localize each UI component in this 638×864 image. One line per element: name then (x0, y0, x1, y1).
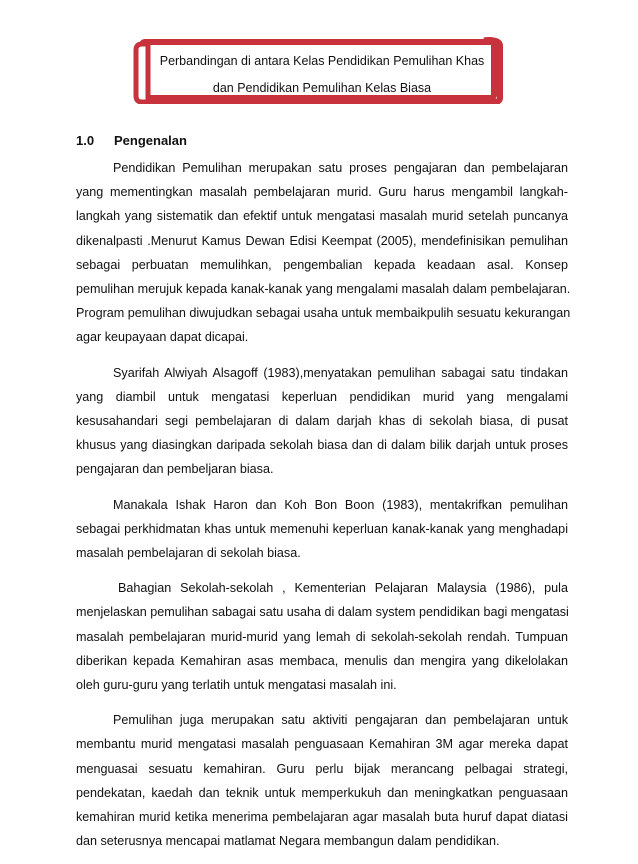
text-line: sebagai perbuatan memulihkan, pengembalian kepada keadaan asal. Konsep (76, 257, 568, 272)
text-line: sebagai perkhidmatan khas untuk memenuhi keperluan kanak-kanak yang menghadapi (76, 521, 568, 536)
text-line: menjelaskan pemulihan sabagai satu usaha di dalam system pendidikan bagi mengatasi (76, 605, 569, 620)
text-line: langkah yang sistematik dan efektif untuk mengatasi masalah murid setelah puncanya (76, 209, 568, 224)
text-line: kesusahandari segi pembelajaran di dalam darjah khas di sekolah biasa, di pusat (76, 414, 568, 429)
text-line: diberikan kepada Kemahiran asas membaca, menulis dan mengira yang dikelolakan (76, 653, 568, 668)
text-line: membantu murid mengatasi masalah penguasaan Kemahiran 3M agar mereka dapat (76, 737, 568, 752)
text-line: dan seterusnya mencapai matlamat Negara membangun dalam pendidikan. (76, 834, 500, 849)
section-title: Pengenalan (114, 133, 187, 148)
paragraph-2 (76, 361, 568, 482)
text-line: pendekatan, kaedah dan teknik untuk memperkukuh dan meningkatkan penguasaan (76, 785, 568, 800)
text-line: yang diambil untuk mengatasi keperluan pendidikan murid yang mengalami (76, 389, 568, 404)
paragraph-4 (76, 576, 568, 697)
text-line: Manakala Ishak Haron dan Koh Bon Boon (1983), mentakrifkan pemulihan (113, 497, 568, 512)
banner-title-line-2: dan Pendidikan Pemulihan Kelas Biasa (212, 81, 432, 95)
text-line: Pemulihan juga merupakan satu aktiviti pengajaran dan pembelajaran untuk (113, 713, 568, 728)
text-line: agar keupayaan dapat dicapai. (76, 330, 249, 345)
text-line: Syarifah Alwiyah Alsagoff (1983),menyatakan pemulihan sabagai satu tindakan (113, 365, 568, 380)
paragraph-1 (76, 156, 571, 350)
text-line: pemulihan merujuk kepada kanak-kanak yang mengalami masalah dalam pembelajaran. (76, 282, 571, 297)
document-body (76, 156, 571, 864)
text-line: kemahiran murid ketika menerima pembelajaran agar masalah buta huruf dapat diatasi (76, 810, 568, 825)
text-line: yang mementingkan masalah pembelajaran murid. Guru harus mengambil langkah- (76, 185, 568, 200)
text-line: oleh guru-guru yang terlatih untuk mengatasi masalah ini. (76, 678, 397, 693)
text-line: Program pemulihan diwujudkan sebagai usaha untuk membaikpulih sesuatu kekurangan (76, 306, 571, 321)
text-line: dikenalpasti .Menurut Kamus Dewan Edisi Keempat (2005), mendefinisikan pemulihan (76, 233, 568, 248)
text-line: menguasai sesuatu kemahiran. Guru perlu bijak merancang pelbagai strategi, (76, 761, 568, 776)
section-number: 1.0 (76, 133, 95, 148)
text-line: masalah pembelajaran murid-murid yang lemah di sekolah-sekolah rendah. Tumpuan (76, 629, 568, 644)
banner-title-line-1: Perbandingan di antara Kelas Pendidikan Pemulihan Khas (159, 54, 485, 68)
section-heading (76, 133, 187, 148)
title-banner (128, 36, 504, 104)
text-line: masalah pembelajaran di sekolah biasa. (76, 546, 301, 561)
text-line: Bahagian Sekolah-sekolah , Kementerian Pelajaran Malaysia (1986), pula (118, 581, 568, 596)
text-line: Pendidikan Pemulihan merupakan satu proses pengajaran dan pembelajaran (113, 161, 568, 175)
text-line: khusus yang diasingkan daripada sekolah biasa dan di dalam bilik darjah untuk proses (76, 438, 568, 453)
paragraph-5 (76, 708, 568, 853)
paragraph-3 (76, 493, 568, 566)
text-line: pengajaran dan pembeljaran biasa. (76, 462, 274, 477)
